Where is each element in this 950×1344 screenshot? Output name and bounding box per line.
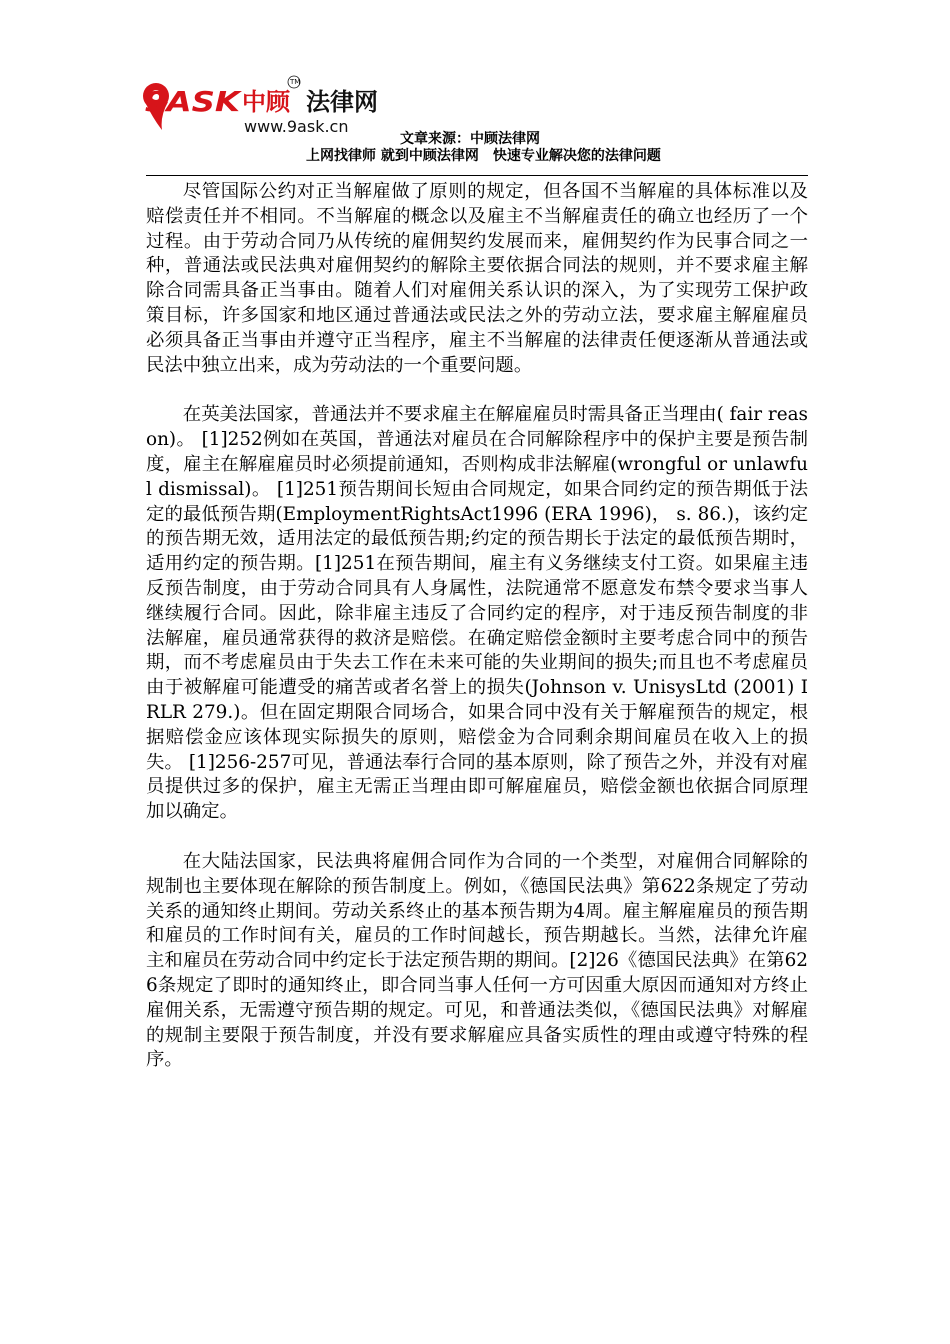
article-body bbox=[146, 180, 808, 1098]
article-source: 文章来源：中顾法律网 bbox=[400, 131, 540, 147]
paragraph-1: 尽管国际公约对正当解雇做了原则的规定，但各国不当解雇的具体标准以及赔偿责任并不相同。不当解雇的概念以及雇主不当解雇责任的确立也经历了一个过程。由于劳动合同乃从传统的雇佣契约发展而来，雇佣契约作为民事合同之一种，普通法或民法典对雇佣契约的解除主要依据合同法的规则，并不要求雇主解除合同需具备正当事由。随着人们对雇佣关系认识的深入，为了实现劳工保护政策目标，许多国家和地区通过普通法或民法之外的劳动立法，要求雇主解雇雇员必须具备正当事由并遵守正当程序，雇主不当解雇的法律责任便逐渐从普通法或民法中独立出来，成为劳动法的一个重要问题。 bbox=[146, 181, 808, 376]
logo-brand-latin: 9ASK bbox=[144, 85, 243, 118]
logo-graphic bbox=[140, 74, 390, 144]
logo-trademark: TM bbox=[290, 78, 301, 86]
site-tagline: 上网找律师 就到中顾法律网 快速专业解决您的法律问题 bbox=[306, 148, 661, 164]
header-divider bbox=[146, 175, 808, 176]
logo-brand-cn: 中顾 bbox=[242, 88, 290, 116]
logo-brand-suffix: 法律网 bbox=[306, 88, 378, 116]
logo bbox=[140, 74, 390, 144]
page-header bbox=[0, 0, 950, 180]
logo-url: www.9ask.cn bbox=[244, 117, 349, 136]
paragraph-2: 在英美法国家，普通法并不要求雇主在解雇雇员时需具备正当理由( fair reason)。 [1]252例如在英国，普通法对雇员在合同解除程序中的保护主要是预告制度，雇主在解雇雇员时必须提前通知，否则构成非法解雇(wrongful or unlawful dismissal)。 [1]251预告期间长短由合同规定，如果合同约定的预告期低于法定的最低预告期(EmploymentRightsAct1996 (ERA 1996)， s. 86.)，该约定的预告期无效，适用法定的最低预告期;约定的预告期长于法定的最低预告期时，适用约定的预告期。[1]251在预告期间，雇主有义务继续支付工资。如果雇主违反预告制度，由于劳动合同具有人身属性，法院通常不愿意发布禁令要求当事人继续履行合同。因此，除非雇主违反了合同约定的程序，对于违反预告制度的非法解雇，雇员通常获得的救济是赔偿。在确定赔偿金额时主要考虑合同中的预告期，而不考虑雇员由于失去工作在未来可能的失业期间的损失;而且也不考虑雇员由于被解雇可能遭受的痛苦或者名誉上的损失(Johnson v. UnisysLtd (2001) IRLR 279.)。但在固定期限合同场合，如果合同中没有关于解雇预告的规定，根据赔偿金应该体现实际损失的原则，赔偿金为合同剩余期间雇员在收入上的损失。 [1]256-257可见，普通法奉行合同的基本原则，除了预告之外，并没有对雇员提供过多的保护，雇主无需正当理由即可解雇雇员，赔偿金额也依据合同原理加以确定。 bbox=[146, 404, 808, 823]
paragraph-3: 在大陆法国家，民法典将雇佣合同作为合同的一个类型，对雇佣合同解除的规制也主要体现在解除的预告制度上。例如，《德国民法典》第622条规定了劳动关系的通知终止期间。劳动关系终止的基本预告期为4周。雇主解雇雇员的预告期和雇员的工作时间有关，雇员的工作时间越长，预告期越长。当然，法律允许雇主和雇员在劳动合同中约定长于法定预告期的期间。[2]26《德国民法典》在第626条规定了即时的通知终止，即合同当事人任何一方可因重大原因而通知对方终止雇佣关系，无需遵守预告期的规定。可见，和普通法类似，《德国民法典》对解雇的规制主要限于预告制度，并没有要求解雇应具备实质性的理由或遵守特殊的程序。 bbox=[146, 850, 808, 1071]
